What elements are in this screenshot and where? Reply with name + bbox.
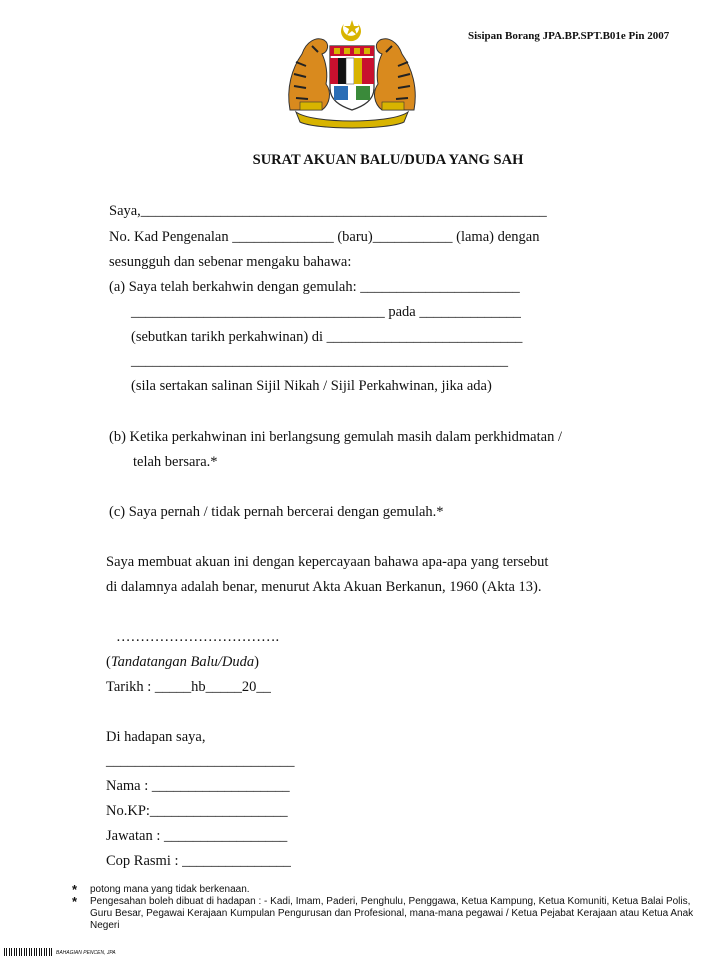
paren-close: ) — [254, 654, 259, 670]
signature-label-text: Tandatangan Balu/Duda — [110, 654, 255, 670]
footnotes — [72, 884, 702, 932]
clause-b-line-1: (b) Ketika perkahwinan ini berlangsung gemulah masih dalam perkhidmatan / — [109, 429, 562, 445]
footnote-2 — [72, 896, 702, 932]
footnote-text: Pengesahan boleh dibuat di hadapan : - Kadi, Imam, Paderi, Penghulu, Penggawa, Ketua Kampung, Ketua Komuniti, Ketua Balai Polis, Guru Besar, Pegawai Kerajaan Kumpulan Pengurusan dan Profesional, mana-mana pegawai / Ketua Pejabat Kerajaan atau Ketua Anak Negeri — [90, 896, 694, 931]
ic-number-line: No. Kad Pengenalan ______________ (baru)___________ (lama) dengan — [109, 229, 540, 245]
barcode — [4, 948, 116, 956]
clause-a-line-2: ___________________________________ pada ______________ — [131, 304, 521, 320]
paren-open: ( — [106, 654, 111, 670]
clause-a-line-4: ____________________________________________________ — [131, 353, 508, 369]
witness-signature-line: __________________________ — [106, 753, 295, 769]
witness-post: Jawatan : _________________ — [106, 828, 288, 844]
clause-a-line-3: (sebutkan tarikh perkahwinan) di ___________________________ — [131, 329, 523, 345]
clause-b-line-2: telah bersara.* — [133, 454, 218, 470]
declaration-intro: sesungguh dan sebenar mengaku bahawa: — [109, 254, 352, 270]
witness-stamp: Cop Rasmi : _______________ — [106, 853, 291, 869]
declaration-statement-1: Saya membuat akuan ini dengan kepercayaan bahawa apa-apa yang tersebut — [106, 554, 549, 570]
barcode-bars — [4, 948, 54, 956]
signature-dots: ……………………………. — [116, 629, 280, 645]
barcode-text: BAHAGIAN PENCEN, JPA — [56, 950, 116, 956]
footnote-marker: * — [72, 894, 78, 909]
witness-name: Nama : ___________________ — [106, 778, 290, 794]
clause-a-note: (sila sertakan salinan Sijil Nikah / Sijil Perkahwinan, jika ada) — [131, 378, 492, 394]
declarant-name-line: Saya,________________________________________________________ — [109, 203, 547, 219]
footnote-marker: * — [72, 882, 78, 897]
signature-date: Tarikh : _____hb_____20__ — [106, 679, 271, 695]
clause-c-line: (c) Saya pernah / tidak pernah bercerai dengan gemulah.* — [109, 504, 444, 520]
clause-a-line-1: (a) Saya telah berkahwin dengan gemulah: ______________________ — [109, 279, 520, 295]
footnote-1 — [72, 884, 702, 896]
malaysia-coat-of-arms-icon — [282, 18, 422, 130]
footnote-text: potong mana yang tidak berkenaan. — [90, 884, 250, 895]
form-reference: Sisipan Borang JPA.BP.SPT.B01e Pin 2007 — [468, 30, 670, 42]
document-title: SURAT AKUAN BALU/DUDA YANG SAH — [252, 152, 524, 168]
signature-label — [106, 653, 259, 671]
witness-intro: Di hadapan saya, — [106, 729, 206, 745]
declaration-statement-2: di dalamnya adalah benar, menurut Akta Akuan Berkanun, 1960 (Akta 13). — [106, 579, 542, 595]
witness-kp: No.KP:___________________ — [106, 803, 288, 819]
